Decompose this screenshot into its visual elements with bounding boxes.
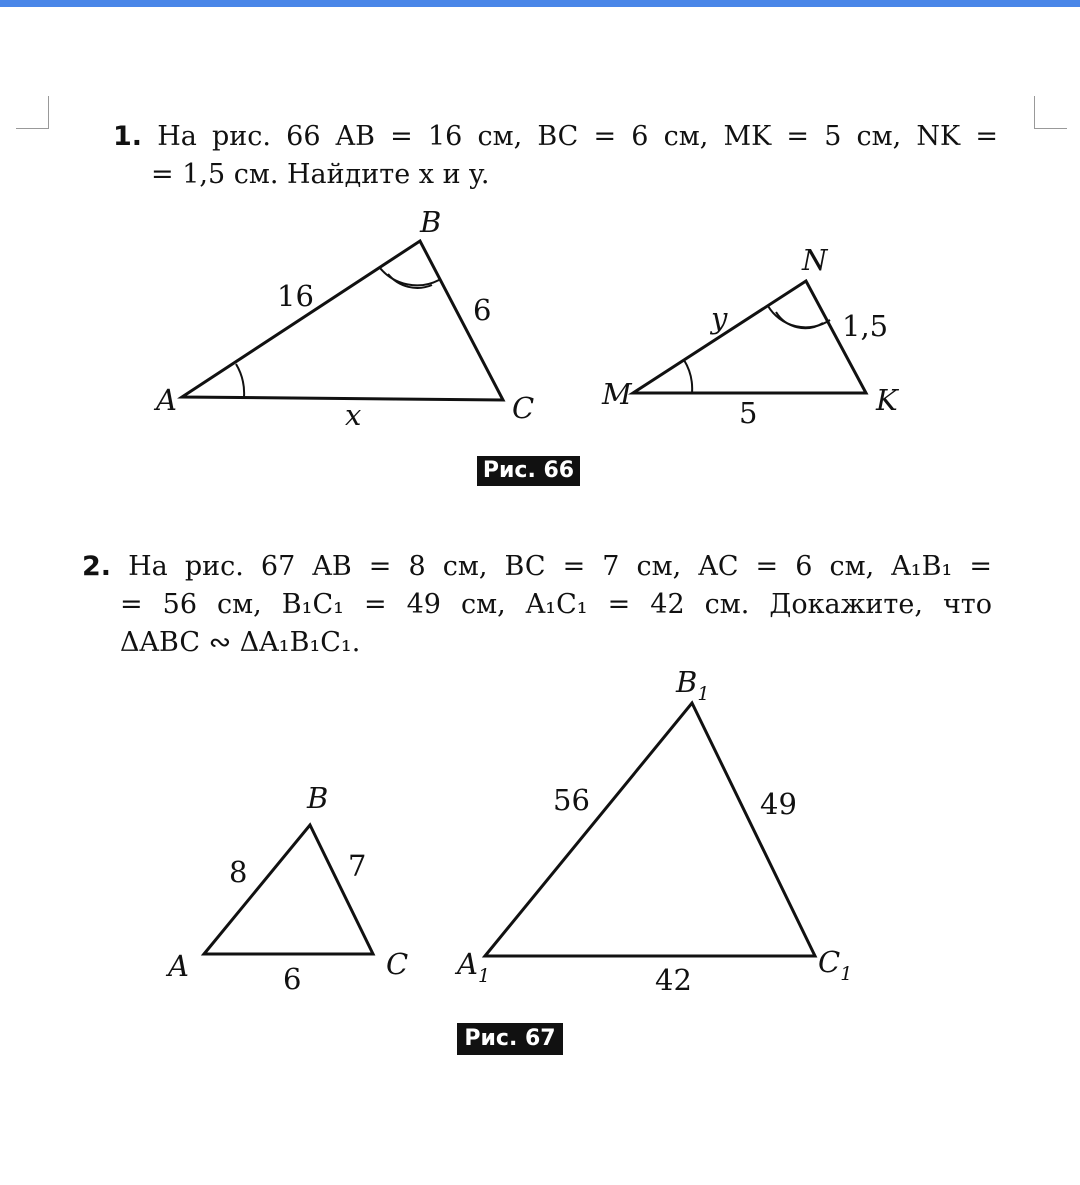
- vertex-label-c-66: C: [512, 391, 535, 425]
- angle-arc-b-66-1: [380, 268, 439, 285]
- side-label-nk-66: 1,5: [842, 309, 889, 343]
- vertex-b1-letter: B: [676, 665, 698, 699]
- side-label-ab-66: 16: [277, 279, 314, 313]
- side-label-b1c1-67: 49: [760, 787, 797, 821]
- angle-arc-n-66-2: [776, 312, 823, 328]
- side-label-a1b1-67: 56: [553, 783, 590, 817]
- vertex-label-a-66: A: [156, 383, 177, 417]
- vertex-label-c-67: C: [386, 947, 409, 981]
- vertex-label-a1-67: [454, 947, 490, 987]
- side-label-ac-66: x: [345, 398, 362, 432]
- figure-67-caption: Рис. 67: [457, 1023, 563, 1055]
- problem-2-text-2: = 56 см, B₁C₁ = 49 см, A₁C₁ = 42 см. Докажите, что: [120, 589, 992, 620]
- triangle-abc-67: [204, 825, 373, 954]
- side-label-bc-66: 6: [473, 293, 492, 327]
- vertex-a1-letter: A: [457, 947, 478, 981]
- problem-1-text-1: На рис. 66 AB = 16 см, BC = 6 см, MK = 5 см, NK =: [157, 121, 998, 152]
- vertex-label-m-66: M: [602, 377, 632, 411]
- problem-1-text-2: = 1,5 см. Найдите x и y.: [151, 159, 490, 190]
- triangle-abc-66: [182, 241, 503, 400]
- vertex-label-b-66: B: [420, 205, 442, 239]
- problem-2-number: 2.: [82, 551, 112, 582]
- problem-2-text-1: На рис. 67 AB = 8 см, BC = 7 см, AC = 6 см, A₁B₁ =: [128, 551, 992, 582]
- problem-2-line-1: [82, 548, 992, 586]
- vertex-label-a-67: A: [168, 949, 189, 983]
- figure-66-caption: Рис. 66: [477, 456, 580, 486]
- vertex-label-b1-67: [675, 665, 709, 705]
- angle-arc-a-66: [236, 364, 244, 397]
- side-label-bc-67: 7: [348, 849, 367, 883]
- vertex-label-n-66: N: [802, 243, 828, 277]
- vertex-label-c1-67: [818, 945, 852, 985]
- problem-1-number: 1.: [113, 121, 143, 152]
- side-label-a1c1-67: 42: [655, 963, 692, 997]
- side-label-ab-67: 8: [229, 855, 248, 889]
- vertex-label-k-66: K: [876, 383, 898, 417]
- side-label-mk-66: 5: [739, 396, 758, 430]
- vertex-c1-letter: C: [818, 945, 841, 979]
- problem-2: [82, 548, 992, 662]
- triangle-a1b1c1-67: [485, 703, 815, 956]
- triangle-mnk-66: [633, 281, 866, 393]
- vertex-a1-subscript: 1: [477, 965, 491, 987]
- vertex-b1-subscript: 1: [697, 683, 710, 705]
- vertex-label-b-67: B: [307, 781, 329, 815]
- angle-arc-m-66: [684, 360, 692, 393]
- vertex-c1-subscript: 1: [840, 963, 853, 985]
- side-label-mn-66: y: [711, 301, 728, 335]
- side-label-ac-67: 6: [283, 962, 302, 996]
- problem-2-text-3: ΔABC ∾ ΔA₁B₁C₁.: [120, 627, 361, 658]
